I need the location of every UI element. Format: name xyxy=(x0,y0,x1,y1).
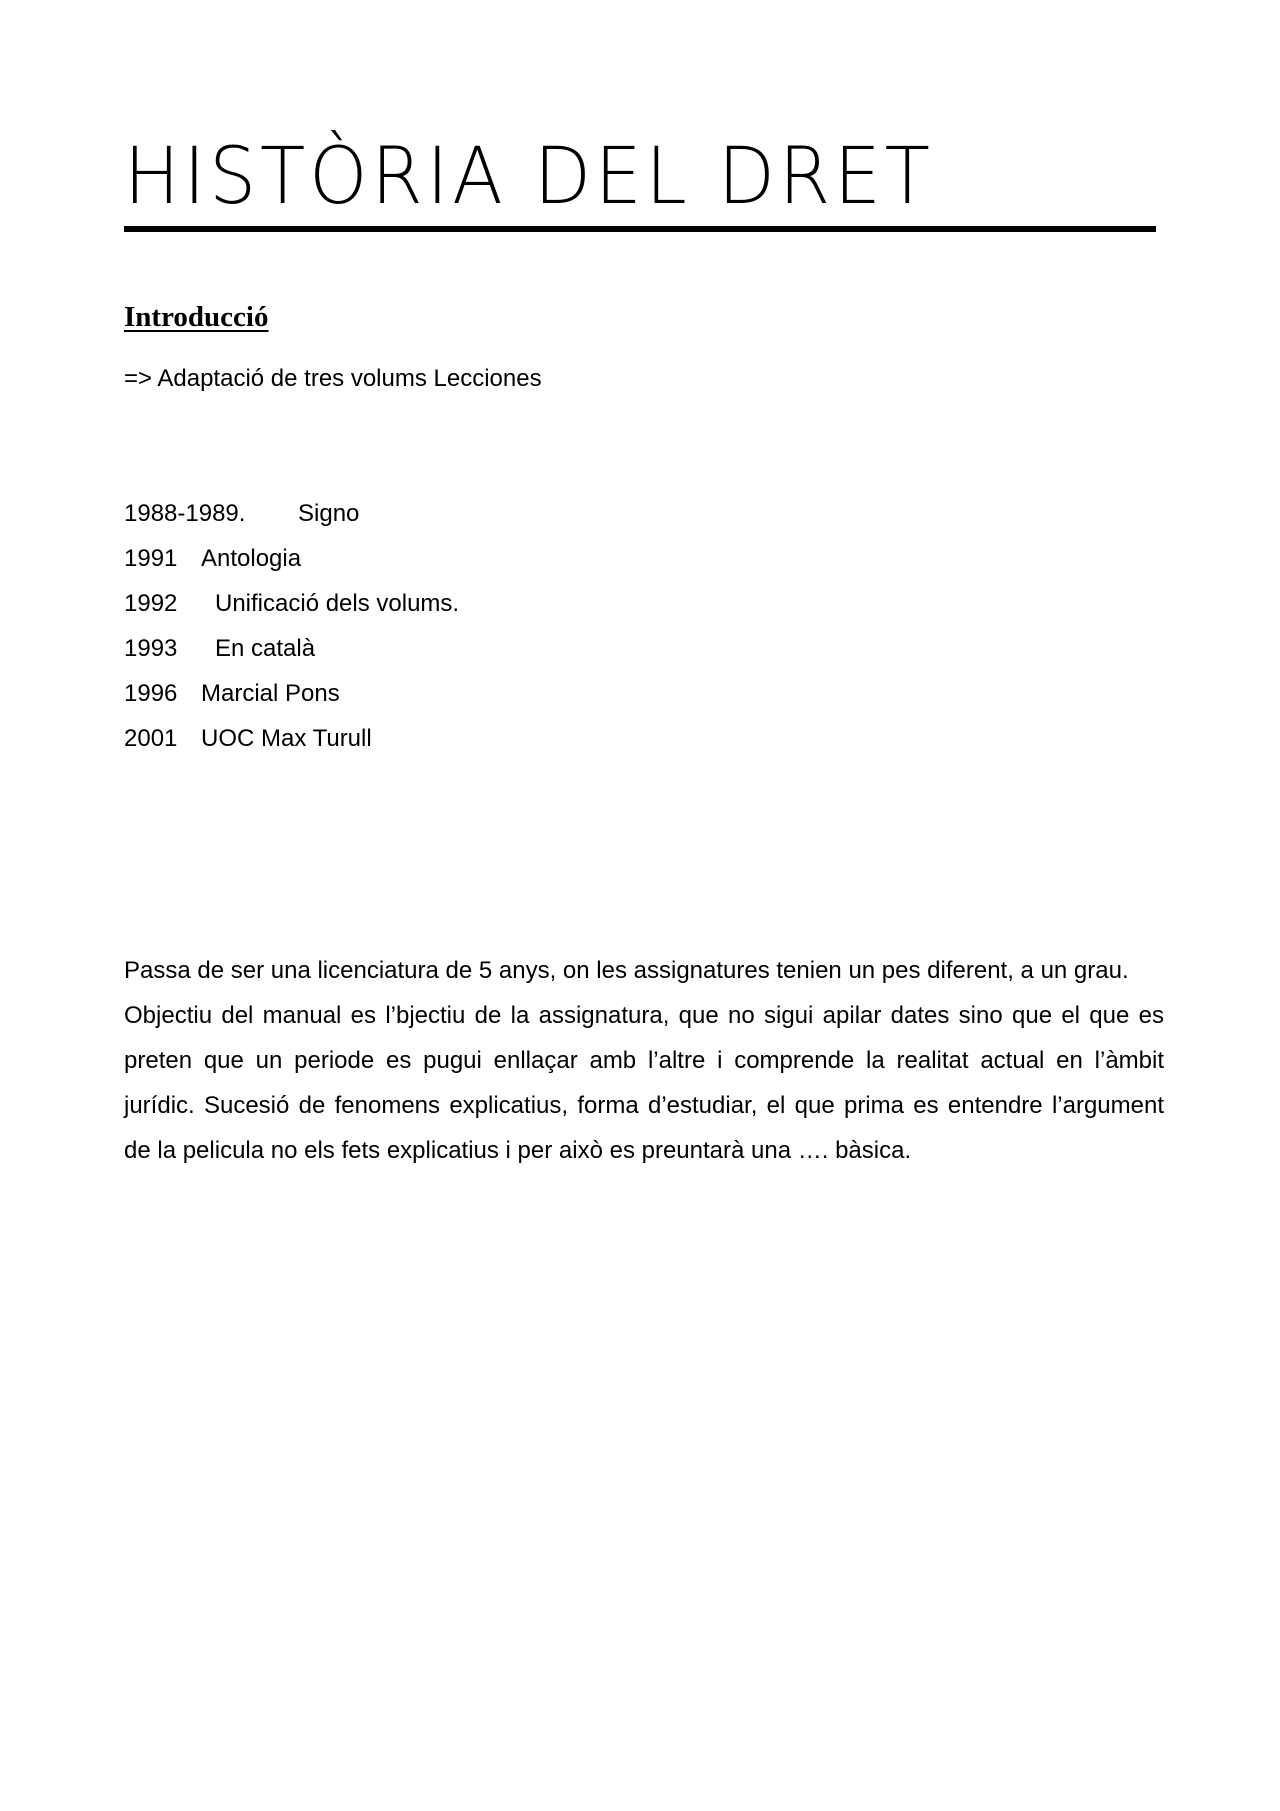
timeline-item xyxy=(124,590,724,635)
section-heading-introduccio: Introducció xyxy=(124,301,269,333)
timeline-year: 1996 xyxy=(124,680,178,707)
intro-line: => Adaptació de tres volums Lecciones xyxy=(124,365,542,392)
timeline-year: 1993 xyxy=(124,635,178,662)
timeline-desc: Signo xyxy=(298,500,360,527)
timeline-year: 1988-1989. xyxy=(124,500,246,527)
timeline-desc: Unificació dels volums. xyxy=(215,590,460,617)
timeline-item xyxy=(124,680,724,725)
body-paragraphs xyxy=(124,948,1164,1173)
title-underline-rule xyxy=(124,226,1156,232)
document-title: HISTÒRIA DEL DRET xyxy=(124,132,934,222)
timeline-item xyxy=(124,635,724,680)
timeline-item xyxy=(124,500,724,545)
timeline-list xyxy=(124,500,724,770)
timeline-year: 2001 xyxy=(124,725,178,752)
timeline-year: 1991 xyxy=(124,545,178,572)
timeline-year: 1992 xyxy=(124,590,178,617)
paragraph: Objectiu del manual es l’bjectiu de la assignatura, que no sigui apilar dates sino que el que es preten que un periode es pugui enllaçar amb l’altre i comprende la realitat actual en l’àmbit jurídic. Sucesió de fenomens explicatius, forma d’estudiar, el que prima es entendre l’argument de la pelicula no els fets explicatius i per això es preuntarà una …. bàsica. xyxy=(124,1002,1164,1164)
timeline-desc: UOC Max Turull xyxy=(201,725,372,752)
timeline-desc: Marcial Pons xyxy=(201,680,340,707)
timeline-desc: En català xyxy=(215,635,316,662)
timeline-item xyxy=(124,545,724,590)
paragraph: Passa de ser una licenciatura de 5 anys, on les assignatures tenien un pes diferent, a un grau. xyxy=(124,957,1129,984)
timeline-desc: Antologia xyxy=(201,545,302,572)
timeline-item xyxy=(124,725,724,770)
